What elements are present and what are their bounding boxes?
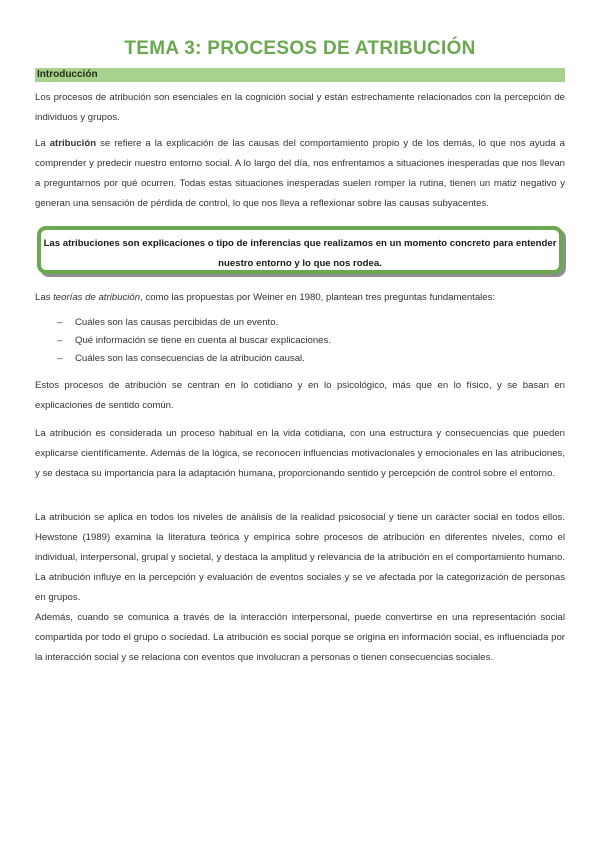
paragraph-definition-pre: La (35, 138, 50, 149)
paragraph-habitual-process: La atribución es considerada un proceso habitual en la vida cotidiana, con una estructura y consecuencias que pueden explicarse científicamente. Además de la lógica, se reconocen influencias motivacionales y emocionales en las atribuciones, y se destaca su importancia para la adaptación humana, proporcionando sentido y percepción de control sobre el entorno. (35, 428, 565, 479)
section-header-bar (35, 68, 565, 82)
list-item (35, 332, 565, 350)
paragraph-everyday: Estos procesos de atribución se centran en lo cotidiano y en lo psicológico, más que en lo físico, y se basan en explicaciones de sentido común. (35, 380, 565, 411)
list-item-text: Cuáles son las causas percibidas de un evento. (75, 317, 279, 328)
page-title: TEMA 3: PROCESOS DE ATRIBUCIÓN (124, 38, 476, 59)
paragraph-theories-body: , como las propuestas por Weiner en 1980, plantean tres preguntas fundamentales: (140, 292, 496, 303)
definition-callout-box (37, 226, 563, 274)
dash-bullet-icon: – (57, 317, 63, 328)
callout-text: Las atribuciones son explicaciones o tipo de inferencias que realizamos en un momento concreto para entender nuestro entorno y lo que nos rodea. (43, 238, 557, 269)
paragraph-levels-analysis: La atribución se aplica en todos los niveles de análisis de la realidad psicosocial y tiene un carácter social en todos ellos. Hewstone (1989) examina la literatura teórica y empírica sobre procesos de atribución en diferentes niveles, como el individual, interpersonal, grupal y societal, y destaca la amplitud y relevancia de la atribución en el comportamiento humano. La atribución influye en la percepción y evaluación de eventos sociales y se ve afectada por la categorización de personas en grupos. (35, 512, 565, 603)
paragraph-theories (35, 288, 565, 308)
term-teorias-atribucion: teorías de atribución (53, 292, 141, 303)
list-item-text: Cuáles son las consecuencias de la atribución causal. (75, 353, 305, 364)
paragraph-definition-body: se refiere a la explicación de las causas del comportamiento propio y de los demás, lo que nos ayuda a comprender y predecir nuestro entorno social. A lo largo del día, nos enfrentamos a situaciones inesperadas que nos llevan a preguntarnos por qué ocurren. Todas estas situaciones inesperadas suelen romper la rutina, tienen un matiz negativo y generan una sensación de pérdida de control, lo que nos lleva a reflexionar sobre las causas subyacentes. (35, 138, 565, 209)
questions-list (35, 314, 565, 368)
dash-bullet-icon: – (57, 353, 63, 364)
list-item (35, 314, 565, 332)
section-heading: Introducción (37, 69, 98, 80)
list-item-text: Qué información se tiene en cuenta al buscar explicaciones. (75, 335, 331, 346)
list-item (35, 350, 565, 368)
paragraph-social-representation: Además, cuando se comunica a través de la interacción interpersonal, puede convertirse en una representación social compartida por todo el grupo o sociedad. La atribución es social porque se origina en información social, es influenciada por la interacción social y se relaciona con eventos que involucran a personas o tienen consecuencias sociales. (35, 612, 565, 663)
paragraph-theories-pre: Las (35, 292, 54, 303)
paragraph-definition (35, 134, 565, 214)
term-atribucion: atribución (49, 138, 97, 149)
dash-bullet-icon: – (57, 335, 63, 346)
paragraph-intro: Los procesos de atribución son esenciales en la cognición social y están estrechamente relacionados con la percepción de individuos y grupos. (35, 92, 565, 123)
